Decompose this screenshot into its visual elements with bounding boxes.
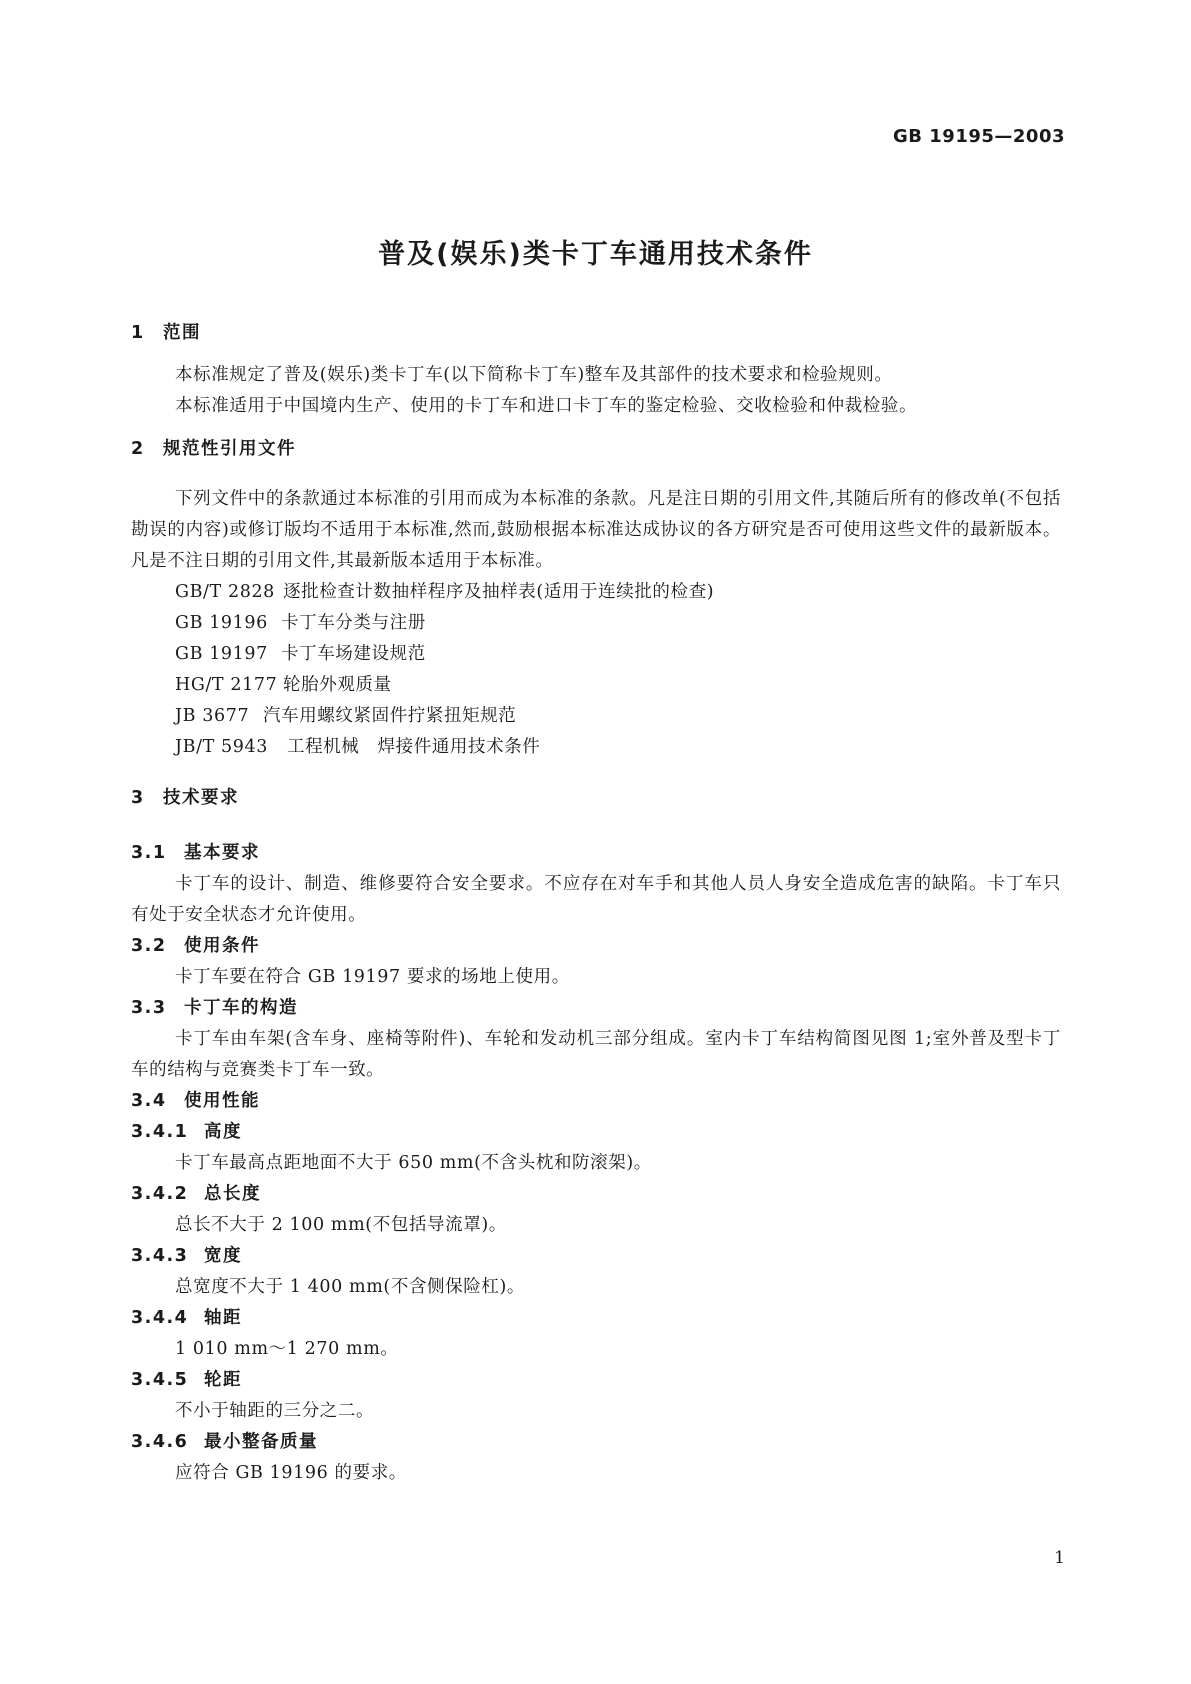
clause-number: 3.4.5 [131,1370,189,1390]
subsection-heading [131,931,1061,962]
reference-item [131,670,1061,701]
section-title: 技术要求 [163,788,239,808]
clause-heading [131,1427,1061,1458]
standard-code: GB 19195—2003 [893,126,1065,147]
section-3-heading [131,783,1061,813]
clause-heading [131,1117,1061,1148]
reference-item [131,639,1061,670]
subsection-heading [131,1086,1061,1117]
paragraph: 总长不大于 2 100 mm(不包括导流罩)。 [175,1215,507,1235]
subsection-number: 3.1 [131,843,167,863]
section-number: 1 [131,323,145,343]
page-number: 1 [1054,1548,1065,1568]
reference-item [131,732,1061,763]
clause-title: 宽度 [204,1246,242,1266]
reference-title: 轮胎外观质量 [283,675,392,695]
clause-title: 最小整备质量 [204,1432,318,1452]
reference-code: GB 19196 [175,613,268,633]
clause-title: 轴距 [204,1308,242,1328]
clause-heading [131,1365,1061,1396]
reference-code: GB 19197 [175,644,268,664]
reference-code: GB/T 2828 [175,582,275,602]
paragraph: 卡丁车由车架(含车身、座椅等附件)、车轮和发动机三部分组成。室内卡丁车结构简图见图 1;室外普及型卡丁车的结构与竞赛类卡丁车一致。 [131,1029,1061,1080]
subsection-number: 3.2 [131,936,167,956]
reference-title: 卡丁车分类与注册 [281,613,426,633]
subsection-number: 3.4 [131,1091,167,1111]
reference-code: JB/T 5943 [175,737,268,757]
clause-number: 3.4.2 [131,1184,189,1204]
paragraph: 卡丁车最高点距地面不大于 650 mm(不含头枕和防滚架)。 [175,1153,652,1173]
clause-title: 轮距 [204,1370,242,1390]
clause-title: 高度 [204,1122,242,1142]
paragraph: 1 010 mm～1 270 mm。 [175,1339,399,1359]
clause-heading [131,1303,1061,1334]
clause-heading [131,1179,1061,1210]
clause-heading [131,1241,1061,1272]
paragraph: 下列文件中的条款通过本标准的引用而成为本标准的条款。凡是注日期的引用文件,其随后所有的修改单(不包括勘误的内容)或修订版均不适用于本标准,然而,鼓励根据本标准达成协议的各方研究是否可使用这些文件的最新版本。凡是不注日期的引用文件,其最新版本适用于本标准。 [131,489,1061,571]
document-title: 普及(娱乐)类卡丁车通用技术条件 [378,239,813,270]
paragraph: 本标准适用于中国境内生产、使用的卡丁车和进口卡丁车的鉴定检验、交收检验和仲裁检验。 [175,396,918,416]
reference-title: 汽车用螺纹紧固件拧紧扭矩规范 [263,706,517,726]
subsection-heading [131,838,1061,869]
subsection-title: 使用条件 [184,936,260,956]
paragraph: 本标准规定了普及(娱乐)类卡丁车(以下简称卡丁车)整车及其部件的技术要求和检验规则。 [175,365,893,385]
subsection-title: 卡丁车的构造 [184,998,298,1018]
reference-item [131,577,1061,608]
section-title: 范围 [163,323,201,343]
section-2-heading [131,434,1061,464]
paragraph: 总宽度不大于 1 400 mm(不含侧保险杠)。 [175,1277,525,1297]
section-number: 3 [131,788,145,808]
subsection-number: 3.3 [131,998,167,1018]
paragraph: 卡丁车的设计、制造、维修要符合安全要求。不应存在对车手和其他人员人身安全造成危害的缺陷。卡丁车只有处于安全状态才允许使用。 [131,874,1061,925]
document-body [131,318,1061,1489]
reference-title: 逐批检查计数抽样程序及抽样表(适用于连续批的检查) [283,582,715,602]
clause-number: 3.4.3 [131,1246,189,1266]
clause-title: 总长度 [204,1184,261,1204]
section-number: 2 [131,439,145,459]
section-1-heading [131,318,1061,348]
clause-number: 3.4.4 [131,1308,189,1328]
subsection-heading [131,993,1061,1024]
clause-number: 3.4.6 [131,1432,189,1452]
clause-number: 3.4.1 [131,1122,189,1142]
subsection-title: 使用性能 [184,1091,260,1111]
reference-title: 工程机械 焊接件通用技术条件 [287,737,541,757]
paragraph: 卡丁车要在符合 GB 19197 要求的场地上使用。 [175,967,570,987]
subsection-title: 基本要求 [184,843,260,863]
reference-code: JB 3677 [175,706,250,726]
paragraph: 不小于轴距的三分之二。 [175,1401,375,1421]
reference-item [131,608,1061,639]
paragraph: 应符合 GB 19196 的要求。 [175,1463,407,1483]
section-title: 规范性引用文件 [163,439,296,459]
reference-item [131,701,1061,732]
reference-code: HG/T 2177 [175,675,278,695]
reference-title: 卡丁车场建设规范 [281,644,426,664]
